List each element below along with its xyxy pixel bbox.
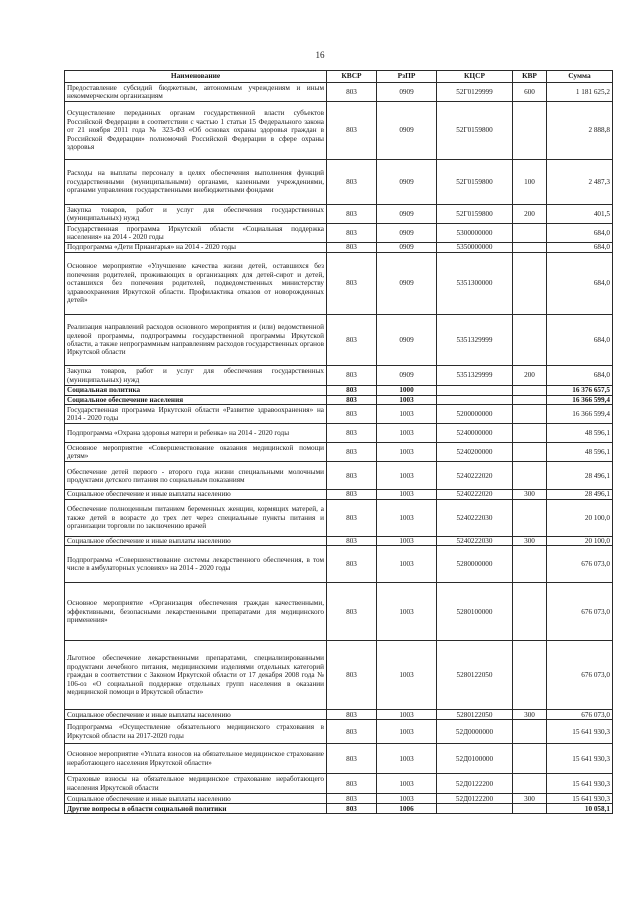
cell-kvsr: 803 bbox=[327, 720, 377, 744]
cell-sum: 48 596,1 bbox=[547, 424, 613, 443]
cell-name: Основное мероприятие «Улучшение качества жизни детей, оставшихся без попечения родителей, проживающих в организациях для детей-сирот и детей, оставшихся без попечения родителей, подведомственных министерству здравоохранения Иркутской области. Профилактика отказов от новорожденных детей» bbox=[65, 253, 327, 315]
cell-sum: 15 641 930,3 bbox=[547, 774, 613, 794]
cell-kcsr: 5351300000 bbox=[437, 253, 513, 315]
table-row bbox=[65, 205, 613, 224]
cell-sum: 684,0 bbox=[547, 315, 613, 366]
cell-rzpr: 1003 bbox=[377, 536, 437, 545]
cell-kcsr: 52Д0122200 bbox=[437, 774, 513, 794]
cell-kvr bbox=[513, 720, 547, 744]
cell-rzpr: 1006 bbox=[377, 804, 437, 814]
cell-kcsr: 5351329999 bbox=[437, 366, 513, 386]
cell-kcsr: 5280122050 bbox=[437, 641, 513, 710]
table-row bbox=[65, 386, 613, 396]
cell-rzpr: 1003 bbox=[377, 720, 437, 744]
cell-name: Социальное обеспечение населения bbox=[65, 396, 327, 405]
cell-kvsr: 803 bbox=[327, 243, 377, 253]
cell-name: Подпрограмма «Осуществление обязательного медицинского страхования в Иркутской области на 2017-2020 годы bbox=[65, 720, 327, 744]
cell-kcsr: 5240222020 bbox=[437, 462, 513, 490]
cell-name: Закупка товаров, работ и услуг для обеспечения государственных (муниципальных) нужд bbox=[65, 205, 327, 224]
cell-kvsr: 803 bbox=[327, 396, 377, 405]
cell-kcsr: 5240200000 bbox=[437, 443, 513, 462]
cell-kcsr: 52Г0159800 bbox=[437, 205, 513, 224]
table-row bbox=[65, 405, 613, 424]
cell-kvr: 200 bbox=[513, 366, 547, 386]
cell-kcsr: 52Г0129999 bbox=[437, 83, 513, 102]
cell-kvsr: 803 bbox=[327, 462, 377, 490]
header-name: Наименование bbox=[65, 71, 327, 83]
cell-kvr: 300 bbox=[513, 490, 547, 499]
cell-name: Социальная политика bbox=[65, 386, 327, 396]
header-rzpr: РзПР bbox=[377, 71, 437, 83]
cell-kvr bbox=[513, 744, 547, 774]
cell-rzpr: 1000 bbox=[377, 386, 437, 396]
cell-sum: 684,0 bbox=[547, 243, 613, 253]
table-row bbox=[65, 224, 613, 243]
cell-rzpr: 1003 bbox=[377, 774, 437, 794]
cell-kvr: 100 bbox=[513, 160, 547, 205]
cell-kvsr: 803 bbox=[327, 386, 377, 396]
cell-sum: 28 496,1 bbox=[547, 490, 613, 499]
cell-rzpr: 0909 bbox=[377, 160, 437, 205]
cell-name: Основное мероприятие «Совершенствование оказания медицинской помощи детям» bbox=[65, 443, 327, 462]
cell-kvsr: 803 bbox=[327, 536, 377, 545]
cell-sum: 16 366 599,4 bbox=[547, 396, 613, 405]
cell-sum: 2 888,8 bbox=[547, 102, 613, 160]
header-kvsr: КВСР bbox=[327, 71, 377, 83]
table-row bbox=[65, 720, 613, 744]
cell-kvr bbox=[513, 424, 547, 443]
cell-name: Другие вопросы в области социальной политики bbox=[65, 804, 327, 814]
table-body bbox=[65, 83, 613, 814]
table-row bbox=[65, 424, 613, 443]
header-kvr: КВР bbox=[513, 71, 547, 83]
table-row bbox=[65, 641, 613, 710]
cell-sum: 15 641 930,3 bbox=[547, 744, 613, 774]
cell-kvsr: 803 bbox=[327, 641, 377, 710]
cell-kvr bbox=[513, 102, 547, 160]
table-row bbox=[65, 583, 613, 641]
cell-name: Социальное обеспечение и иные выплаты населению bbox=[65, 490, 327, 499]
cell-kcsr: 52Д0000000 bbox=[437, 720, 513, 744]
table-row bbox=[65, 794, 613, 804]
cell-kvr bbox=[513, 499, 547, 536]
cell-kcsr: 5240222030 bbox=[437, 536, 513, 545]
cell-kvr bbox=[513, 396, 547, 405]
cell-rzpr: 0909 bbox=[377, 315, 437, 366]
cell-name: Основное мероприятие «Организация обеспечения граждан качественными, эффективными, безопасными лекарственными препаратами для медицинского применения» bbox=[65, 583, 327, 641]
cell-sum: 48 596,1 bbox=[547, 443, 613, 462]
table-row bbox=[65, 160, 613, 205]
table-row bbox=[65, 774, 613, 794]
cell-rzpr: 1003 bbox=[377, 490, 437, 499]
cell-name: Льготное обеспечение лекарственными препаратами, специализированными продуктами лечебного питания, медицинскими изделиями отдельных категорий граждан в соответствии с Законом Иркутской области от 17 декабря 2008 года № 106-оз «О социальной поддержке отдельных групп населения в оказании медицинской помощи в Иркутской области» bbox=[65, 641, 327, 710]
table-row bbox=[65, 102, 613, 160]
cell-name: Обеспечение полноценным питанием беременных женщин, кормящих матерей, а также детей в возрасте до трех лет через специальные пункты питания и организации торговли по заключению врачей bbox=[65, 499, 327, 536]
table-row bbox=[65, 315, 613, 366]
cell-name: Подпрограмма «Дети Приангарья» на 2014 - 2020 годы bbox=[65, 243, 327, 253]
cell-sum: 15 641 930,3 bbox=[547, 794, 613, 804]
cell-kvr bbox=[513, 641, 547, 710]
cell-rzpr: 1003 bbox=[377, 794, 437, 804]
cell-rzpr: 0909 bbox=[377, 102, 437, 160]
cell-kvr bbox=[513, 774, 547, 794]
cell-kvr bbox=[513, 583, 547, 641]
table-row bbox=[65, 443, 613, 462]
table-row bbox=[65, 546, 613, 583]
cell-kvsr: 803 bbox=[327, 205, 377, 224]
cell-rzpr: 1003 bbox=[377, 583, 437, 641]
cell-kvsr: 803 bbox=[327, 744, 377, 774]
cell-name: Подпрограмма «Совершенствование системы лекарственного обеспечения, в том числе в амбулаторных условиях» на 2014 - 2020 годы bbox=[65, 546, 327, 583]
cell-kvr bbox=[513, 443, 547, 462]
cell-name: Страховые взносы на обязательное медицинское страхование неработающего населения Иркутской области bbox=[65, 774, 327, 794]
cell-rzpr: 1003 bbox=[377, 499, 437, 536]
cell-kvr bbox=[513, 224, 547, 243]
table-row bbox=[65, 744, 613, 774]
cell-kvsr: 803 bbox=[327, 83, 377, 102]
cell-name: Расходы на выплаты персоналу в целях обеспечения выполнения функций государственными (муниципальными) органами, казенными учреждениями, органами управления государственными внебюджетными фондами bbox=[65, 160, 327, 205]
cell-name: Осуществление переданных органам государственной власти субъектов Российской Федерации в соответствии с частью 1 статьи 15 Федерального закона от 21 ноября 2011 года № 323-ФЗ «Об основах охраны здоровья граждан в Российской Федерации» полномочий Российской Федерации в сфере охраны здоровья bbox=[65, 102, 327, 160]
cell-name: Реализация направлений расходов основного мероприятия и (или) ведомственной целевой программы, подпрограммы государственной программы Иркутской области, а также непрограммным направлениям расходов государственных органов Иркутской области bbox=[65, 315, 327, 366]
cell-rzpr: 1003 bbox=[377, 462, 437, 490]
cell-rzpr: 0909 bbox=[377, 224, 437, 243]
header-kcsr: КЦСР bbox=[437, 71, 513, 83]
cell-name: Социальное обеспечение и иные выплаты населению bbox=[65, 536, 327, 545]
cell-kcsr: 52Д0100000 bbox=[437, 744, 513, 774]
cell-rzpr: 0909 bbox=[377, 83, 437, 102]
table-row bbox=[65, 536, 613, 545]
cell-rzpr: 1003 bbox=[377, 405, 437, 424]
table-row bbox=[65, 499, 613, 536]
cell-kvsr: 803 bbox=[327, 443, 377, 462]
cell-kvsr: 803 bbox=[327, 583, 377, 641]
cell-rzpr: 1003 bbox=[377, 546, 437, 583]
page-number: 16 bbox=[315, 50, 325, 60]
header-sum: Сумма bbox=[547, 71, 613, 83]
cell-kvr bbox=[513, 546, 547, 583]
cell-kvsr: 803 bbox=[327, 804, 377, 814]
cell-kcsr: 52Д0122200 bbox=[437, 794, 513, 804]
table-header-row bbox=[65, 71, 613, 83]
cell-kcsr: 5200000000 bbox=[437, 405, 513, 424]
cell-sum: 2 487,3 bbox=[547, 160, 613, 205]
cell-kcsr bbox=[437, 386, 513, 396]
cell-kvsr: 803 bbox=[327, 490, 377, 499]
cell-name: Социальное обеспечение и иные выплаты населению bbox=[65, 794, 327, 804]
budget-table bbox=[64, 70, 613, 814]
cell-kvr: 200 bbox=[513, 205, 547, 224]
cell-rzpr: 0909 bbox=[377, 366, 437, 386]
cell-sum: 676 073,0 bbox=[547, 546, 613, 583]
cell-kvr bbox=[513, 462, 547, 490]
table-row bbox=[65, 396, 613, 405]
cell-sum: 401,5 bbox=[547, 205, 613, 224]
cell-rzpr: 0909 bbox=[377, 205, 437, 224]
table-row bbox=[65, 243, 613, 253]
cell-name: Основное мероприятие «Уплата взносов на обязательное медицинское страхование неработающего населения Иркутской области» bbox=[65, 744, 327, 774]
cell-kcsr bbox=[437, 804, 513, 814]
cell-kvr: 300 bbox=[513, 794, 547, 804]
cell-name: Закупка товаров, работ и услуг для обеспечения государственных (муниципальных) нужд bbox=[65, 366, 327, 386]
cell-sum: 1 181 625,2 bbox=[547, 83, 613, 102]
cell-kvr bbox=[513, 315, 547, 366]
cell-kcsr: 5350000000 bbox=[437, 243, 513, 253]
cell-rzpr: 0909 bbox=[377, 253, 437, 315]
cell-rzpr: 0909 bbox=[377, 243, 437, 253]
table-row bbox=[65, 462, 613, 490]
cell-kvsr: 803 bbox=[327, 253, 377, 315]
cell-kvsr: 803 bbox=[327, 405, 377, 424]
cell-rzpr: 1003 bbox=[377, 424, 437, 443]
cell-kvr: 300 bbox=[513, 710, 547, 720]
table-row bbox=[65, 490, 613, 499]
cell-kvsr: 803 bbox=[327, 102, 377, 160]
cell-sum: 16 376 657,5 bbox=[547, 386, 613, 396]
cell-kvsr: 803 bbox=[327, 774, 377, 794]
cell-rzpr: 1003 bbox=[377, 396, 437, 405]
cell-sum: 684,0 bbox=[547, 224, 613, 243]
cell-name: Государственная программа Иркутской области «Социальная поддержка населения» на 2014 - 2020 годы bbox=[65, 224, 327, 243]
cell-sum: 20 100,0 bbox=[547, 536, 613, 545]
cell-kcsr: 5280100000 bbox=[437, 583, 513, 641]
cell-kcsr: 5351329999 bbox=[437, 315, 513, 366]
cell-sum: 28 496,1 bbox=[547, 462, 613, 490]
cell-kvr bbox=[513, 253, 547, 315]
cell-name: Предоставление субсидий бюджетным, автономным учреждениям и иным некоммерческим организациям bbox=[65, 83, 327, 102]
cell-name: Социальное обеспечение и иные выплаты населению bbox=[65, 710, 327, 720]
cell-kvr bbox=[513, 405, 547, 424]
cell-kvsr: 803 bbox=[327, 546, 377, 583]
cell-kcsr: 52Г0159800 bbox=[437, 102, 513, 160]
cell-kcsr: 5240000000 bbox=[437, 424, 513, 443]
cell-sum: 20 100,0 bbox=[547, 499, 613, 536]
cell-kvr bbox=[513, 243, 547, 253]
cell-rzpr: 1003 bbox=[377, 443, 437, 462]
cell-kcsr: 5300000000 bbox=[437, 224, 513, 243]
table-row bbox=[65, 83, 613, 102]
cell-kcsr: 5280122050 bbox=[437, 710, 513, 720]
cell-name: Подпрограмма «Охрана здоровья матери и ребенка» на 2014 - 2020 годы bbox=[65, 424, 327, 443]
cell-name: Обеспечение детей первого - второго года жизни специальными молочными продуктами детского питания по социальным показаниям bbox=[65, 462, 327, 490]
cell-sum: 15 641 930,3 bbox=[547, 720, 613, 744]
cell-kcsr: 5240222030 bbox=[437, 499, 513, 536]
table-row bbox=[65, 710, 613, 720]
table-row bbox=[65, 253, 613, 315]
cell-kvsr: 803 bbox=[327, 794, 377, 804]
cell-kvsr: 803 bbox=[327, 366, 377, 386]
cell-kcsr: 5240222020 bbox=[437, 490, 513, 499]
cell-kcsr bbox=[437, 396, 513, 405]
cell-kvsr: 803 bbox=[327, 710, 377, 720]
cell-kvsr: 803 bbox=[327, 315, 377, 366]
cell-kvsr: 803 bbox=[327, 499, 377, 536]
cell-kvsr: 803 bbox=[327, 224, 377, 243]
cell-kvr bbox=[513, 386, 547, 396]
cell-rzpr: 1003 bbox=[377, 744, 437, 774]
cell-sum: 16 366 599,4 bbox=[547, 405, 613, 424]
cell-kvr: 300 bbox=[513, 536, 547, 545]
cell-kvr: 600 bbox=[513, 83, 547, 102]
cell-kvr bbox=[513, 804, 547, 814]
cell-rzpr: 1003 bbox=[377, 710, 437, 720]
table-row bbox=[65, 804, 613, 814]
cell-sum: 684,0 bbox=[547, 253, 613, 315]
cell-sum: 684,0 bbox=[547, 366, 613, 386]
cell-kvsr: 803 bbox=[327, 424, 377, 443]
cell-sum: 676 073,0 bbox=[547, 583, 613, 641]
cell-sum: 676 073,0 bbox=[547, 641, 613, 710]
cell-name: Государственная программа Иркутской области «Развитие здравоохранения» на 2014 - 2020 годы bbox=[65, 405, 327, 424]
cell-sum: 10 058,1 bbox=[547, 804, 613, 814]
cell-kcsr: 5280000000 bbox=[437, 546, 513, 583]
cell-kcsr: 52Г0159800 bbox=[437, 160, 513, 205]
cell-kvsr: 803 bbox=[327, 160, 377, 205]
cell-sum: 676 073,0 bbox=[547, 710, 613, 720]
cell-rzpr: 1003 bbox=[377, 641, 437, 710]
table-row bbox=[65, 366, 613, 386]
